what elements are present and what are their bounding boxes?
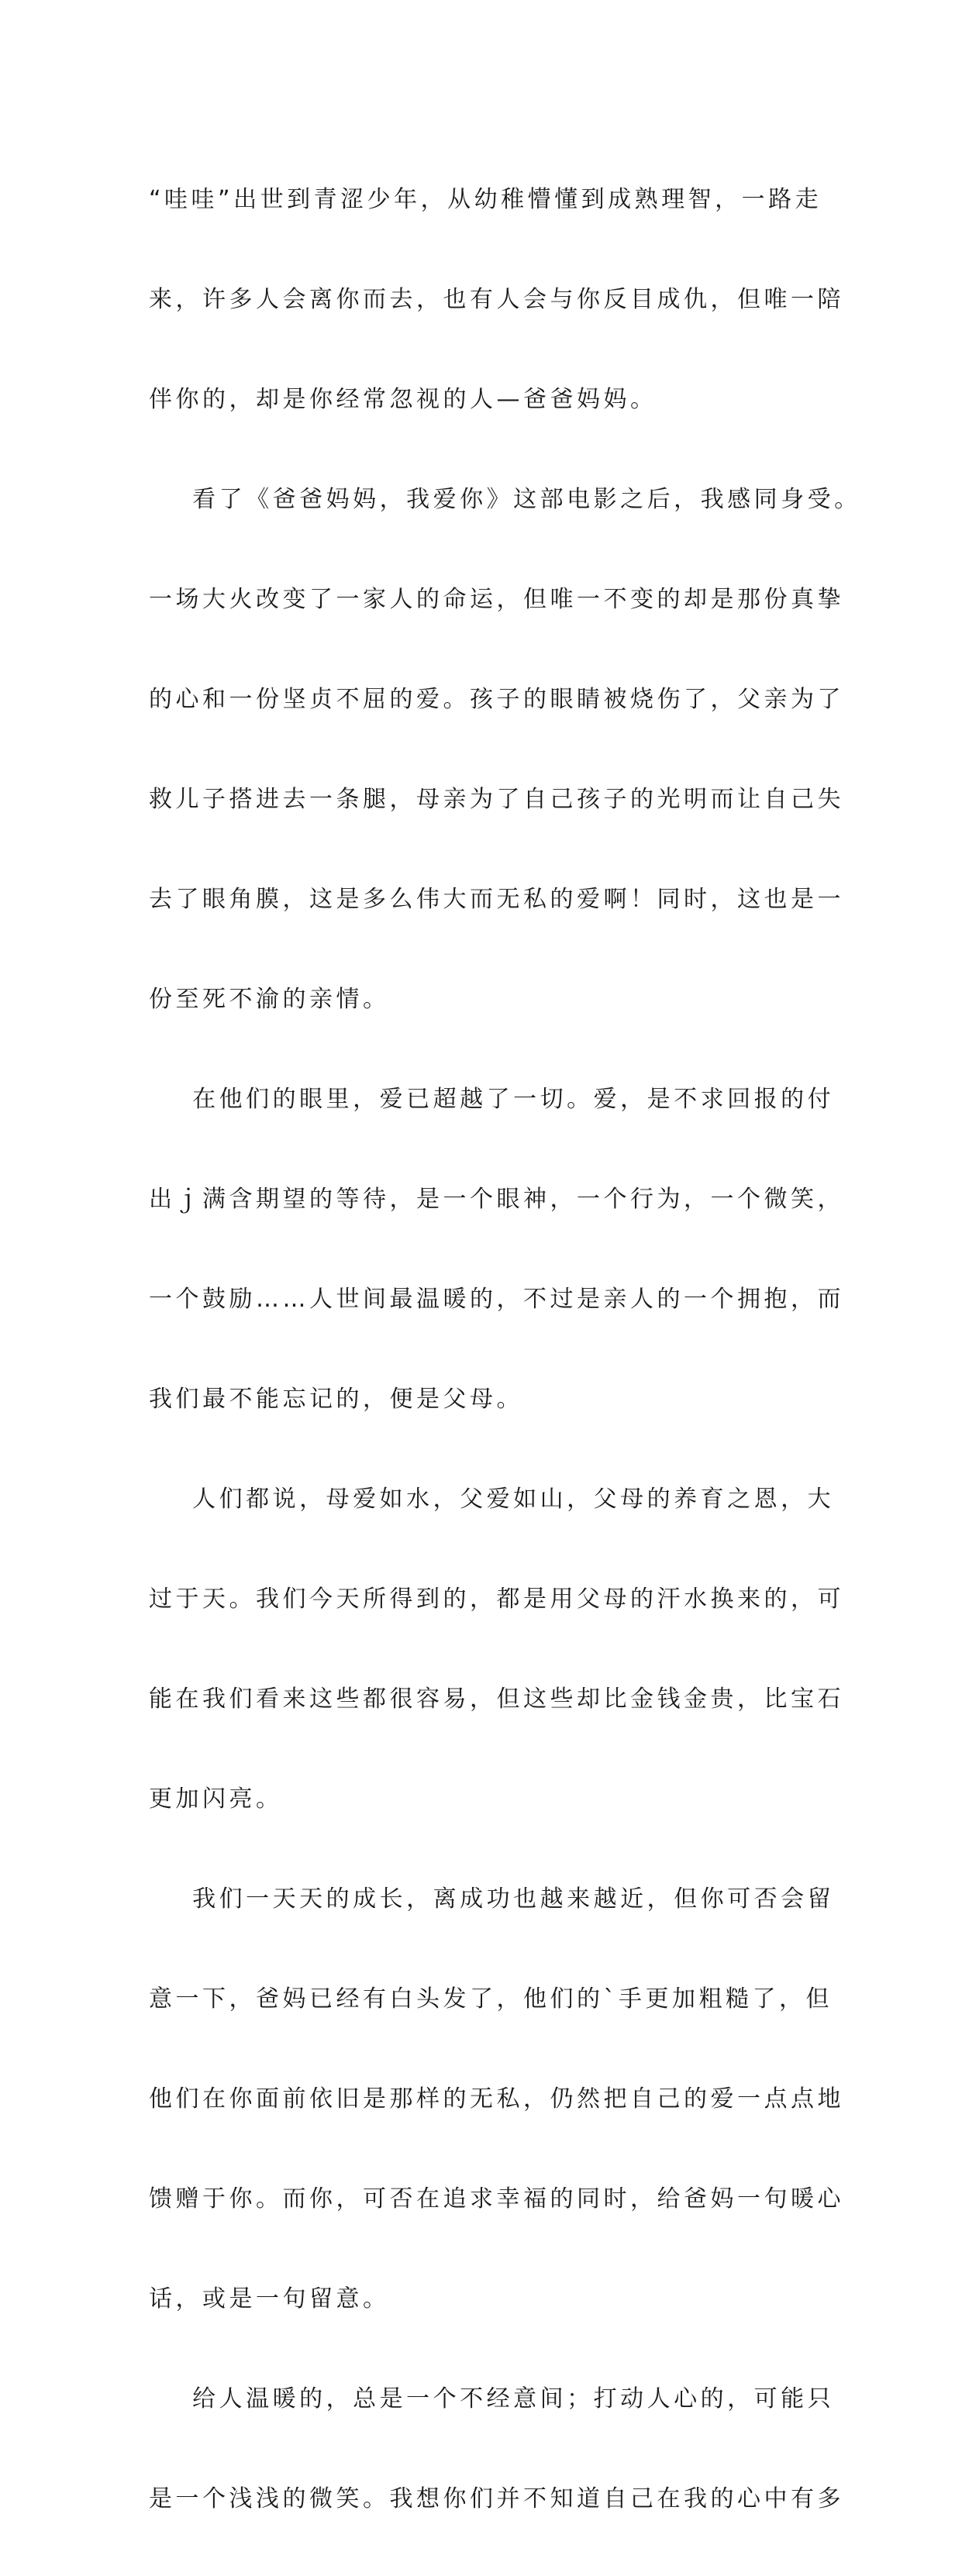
text-line: 一场大火改变了一家人的命运，但唯一不变的却是那份真挚 [149,586,844,613]
text-line: 我们一天天的成长，离成功也越来越近，但你可否会留 [149,1886,835,1913]
text-line: “哇哇”出世到青涩少年，从幼稚懵懂到成熟理智，一路走 [149,186,822,213]
text-line: 人们都说，母爱如水，父爱如山，父母的养育之恩，大 [149,1486,835,1513]
text-line: 一个鼓励……人世间最温暖的，不过是亲人的一个拥抱，而 [149,1286,844,1313]
text-line: 过于天。我们今天所得到的，都是用父母的汗水换来的，可 [149,1586,844,1613]
text-line: 的心和一份坚贞不屈的爱。孩子的眼睛被烧伤了，父亲为了 [149,686,844,713]
text-line: 更加闪亮。 [149,1786,283,1813]
text-line: 他们在你面前依旧是那样的无私，仍然把自己的爱一点点地 [149,2085,844,2113]
text-line: 份至死不渝的亲情。 [149,986,390,1013]
text-line: 能在我们看来这些都很容易，但这些却比金钱金贵，比宝石 [149,1686,844,1713]
text-line: 馈赠于你。而你，可否在追求幸福的同时，给爸妈一句暖心 [149,2185,844,2213]
text-line: 看了《爸爸妈妈，我爱你》这部电影之后，我感同身受。 [149,486,861,513]
text-line: 在他们的眼里，爱已超越了一切。爱，是不求回报的付 [149,1086,835,1113]
text-line: 伴你的，却是你经常忽视的人—爸爸妈妈。 [149,386,657,413]
text-line: 给人温暖的，总是一个不经意间；打动人心的，可能只 [149,2385,835,2412]
text-line: 意一下，爸妈已经有白头发了，他们的`手更加粗糙了，但 [149,1985,833,2013]
text-line: 来，许多人会离你而去，也有人会与你反目成仇，但唯一陪 [149,286,844,313]
text-line: 我们最不能忘记的，便是父母。 [149,1386,523,1413]
text-line: 救儿子搭进去一条腿，母亲为了自己孩子的光明而让自己失 [149,786,844,813]
text-line: 去了眼角膜，这是多么伟大而无私的爱啊！同时，这也是一 [149,886,844,913]
body-text [149,122,861,2576]
text-line: 是一个浅浅的微笑。我想你们并不知道自己在我的心中有多 [149,2485,844,2512]
text-line: 话，或是一句留意。 [149,2285,390,2313]
text-line: 出ｊ满含期望的等待，是一个眼神，一个行为，一个微笑， [149,1186,844,1213]
